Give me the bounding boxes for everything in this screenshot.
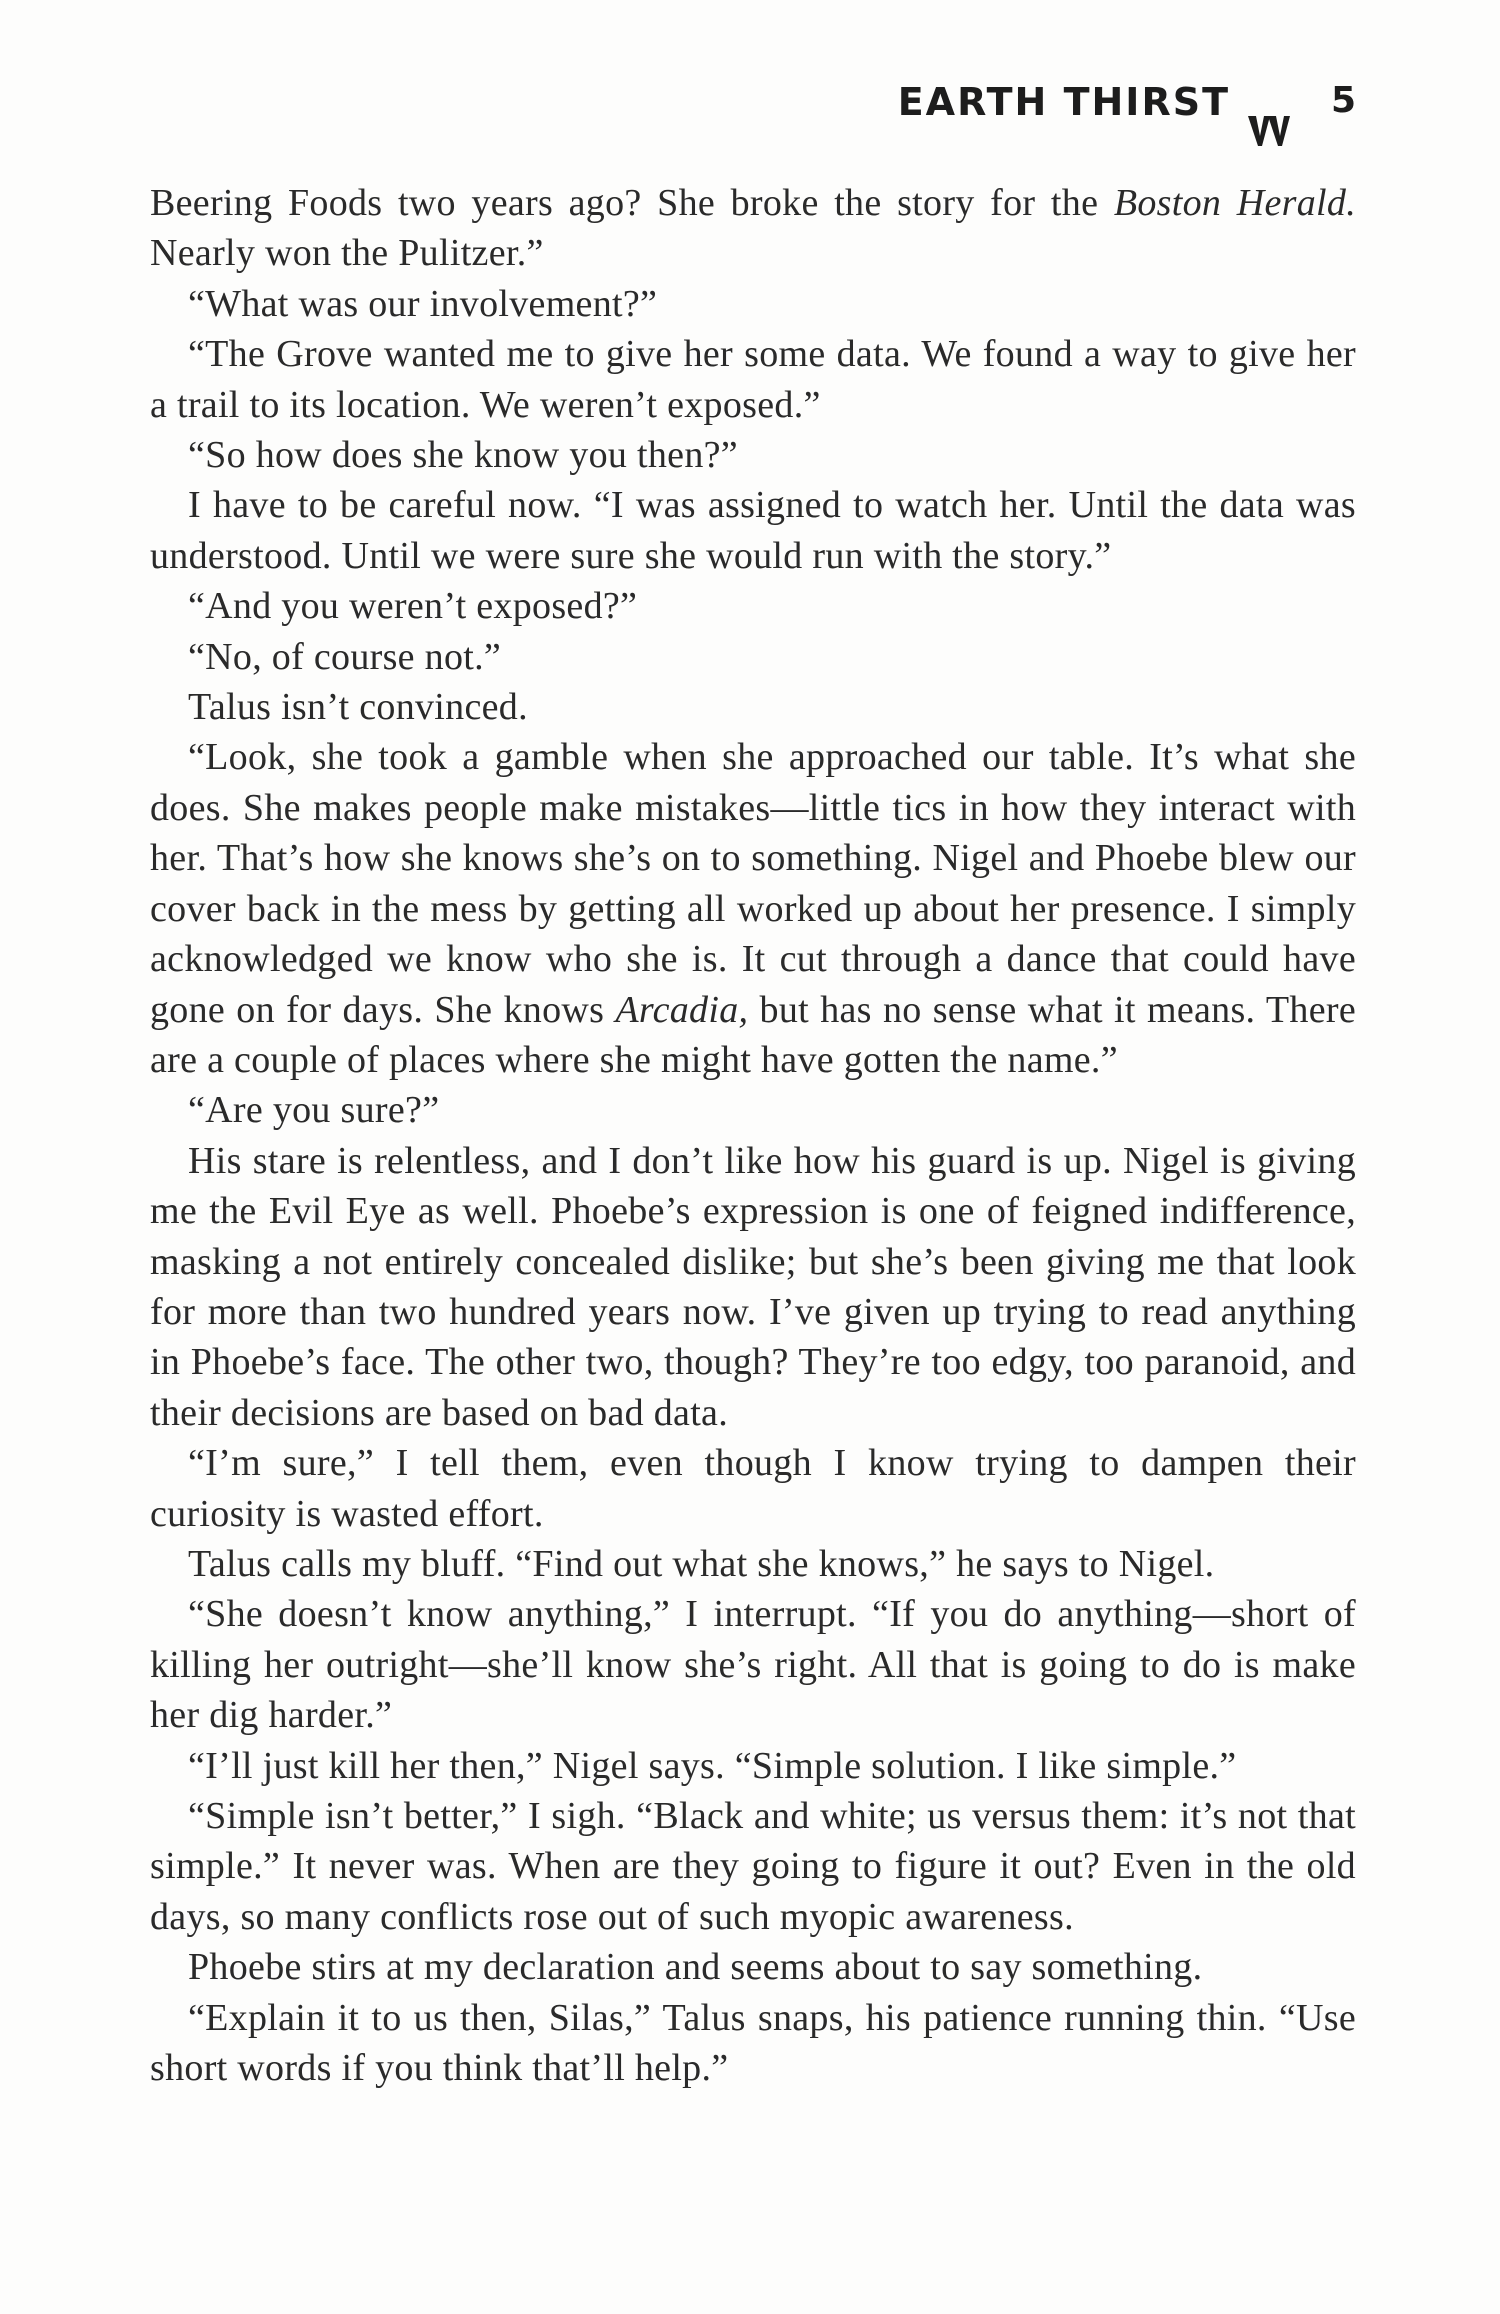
paragraph: Phoebe stirs at my declaration and seems about to say something. bbox=[188, 1946, 1203, 1989]
page-number: 5 bbox=[1330, 80, 1356, 121]
paragraph: “What was our involvement?” bbox=[188, 282, 658, 325]
italic-term: Arcadia, bbox=[615, 988, 749, 1031]
paragraph: “I’m sure,” I tell them, even though I know trying to dampen their curiosity is wasted effort. bbox=[150, 1442, 1356, 1535]
paragraph: “Simple isn’t better,” I sigh. “Black and white; us versus them: it’s not that simple.” It never was. When are they going to figure it out? Even in the old days, so many conflicts rose out of such myopic awareness. bbox=[150, 1795, 1356, 1938]
paragraph: Talus calls my bluff. “Find out what she knows,” he says to Nigel. bbox=[188, 1542, 1215, 1585]
double-v-ornament-icon bbox=[1246, 112, 1292, 148]
paragraph: His stare is relentless, and I don’t like how his guard is up. Nigel is giving me the Evil Eye as well. Phoebe’s expression is one of feigned indifference, masking a not entirely concealed dislike; but she’s been giving me that look for more than two hundred years now. I’ve given up trying to read anything in Phoebe’s face. The other two, though? They’re too edgy, too paranoid, and their decisions are based on bad data. bbox=[150, 1139, 1356, 1434]
paragraph: “Look, she took a gamble when she approached our table. It’s what she does. She makes people make mistakes—little tics in how they interact with her. That’s how she knows she’s on to something. Nigel and Phoebe blew our cover back in the mess by getting all worked up about her presence. I simply acknowledged we know who she is. It cut through a dance that could have gone on for days. She knows Arcadia, but has no sense what it means. There are a couple of places where she might have gotten the name.” bbox=[150, 736, 1356, 1081]
page-header bbox=[850, 72, 1370, 152]
paragraph: Talus isn’t convinced. bbox=[188, 686, 528, 729]
paragraph: “The Grove wanted me to give her some data. We found a way to give her a trail to its location. We weren’t exposed.” bbox=[150, 333, 1356, 426]
paragraph: I have to be careful now. “I was assigned to watch her. Until the data was understood. Until we were sure she would run with the story.” bbox=[150, 484, 1356, 577]
paragraph: “Are you sure?” bbox=[188, 1089, 440, 1132]
paragraph: “Explain it to us then, Silas,” Talus snaps, his patience running thin. “Use short words if you think that’ll help.” bbox=[150, 1996, 1356, 2090]
italic-title: Boston Herald. bbox=[1113, 182, 1356, 224]
running-title: EARTH THIRST bbox=[897, 80, 1230, 124]
paragraph: Beering Foods two years ago? She broke the story for the Boston Herald. Nearly won the Pulitzer.” bbox=[150, 182, 1356, 275]
body-text bbox=[150, 178, 1356, 2093]
paragraph: “She doesn’t know anything,” I interrupt. “If you do anything—short of killing her outright—she’ll know she’s right. All that is going to do is make her dig harder.” bbox=[150, 1593, 1356, 1737]
paragraph: “No, of course not.” bbox=[188, 635, 502, 678]
paragraph: “And you weren’t exposed?” bbox=[188, 585, 638, 628]
paragraph: “So how does she know you then?” bbox=[188, 434, 738, 477]
paragraph: “I’ll just kill her then,” Nigel says. “Simple solution. I like simple.” bbox=[188, 1744, 1237, 1787]
